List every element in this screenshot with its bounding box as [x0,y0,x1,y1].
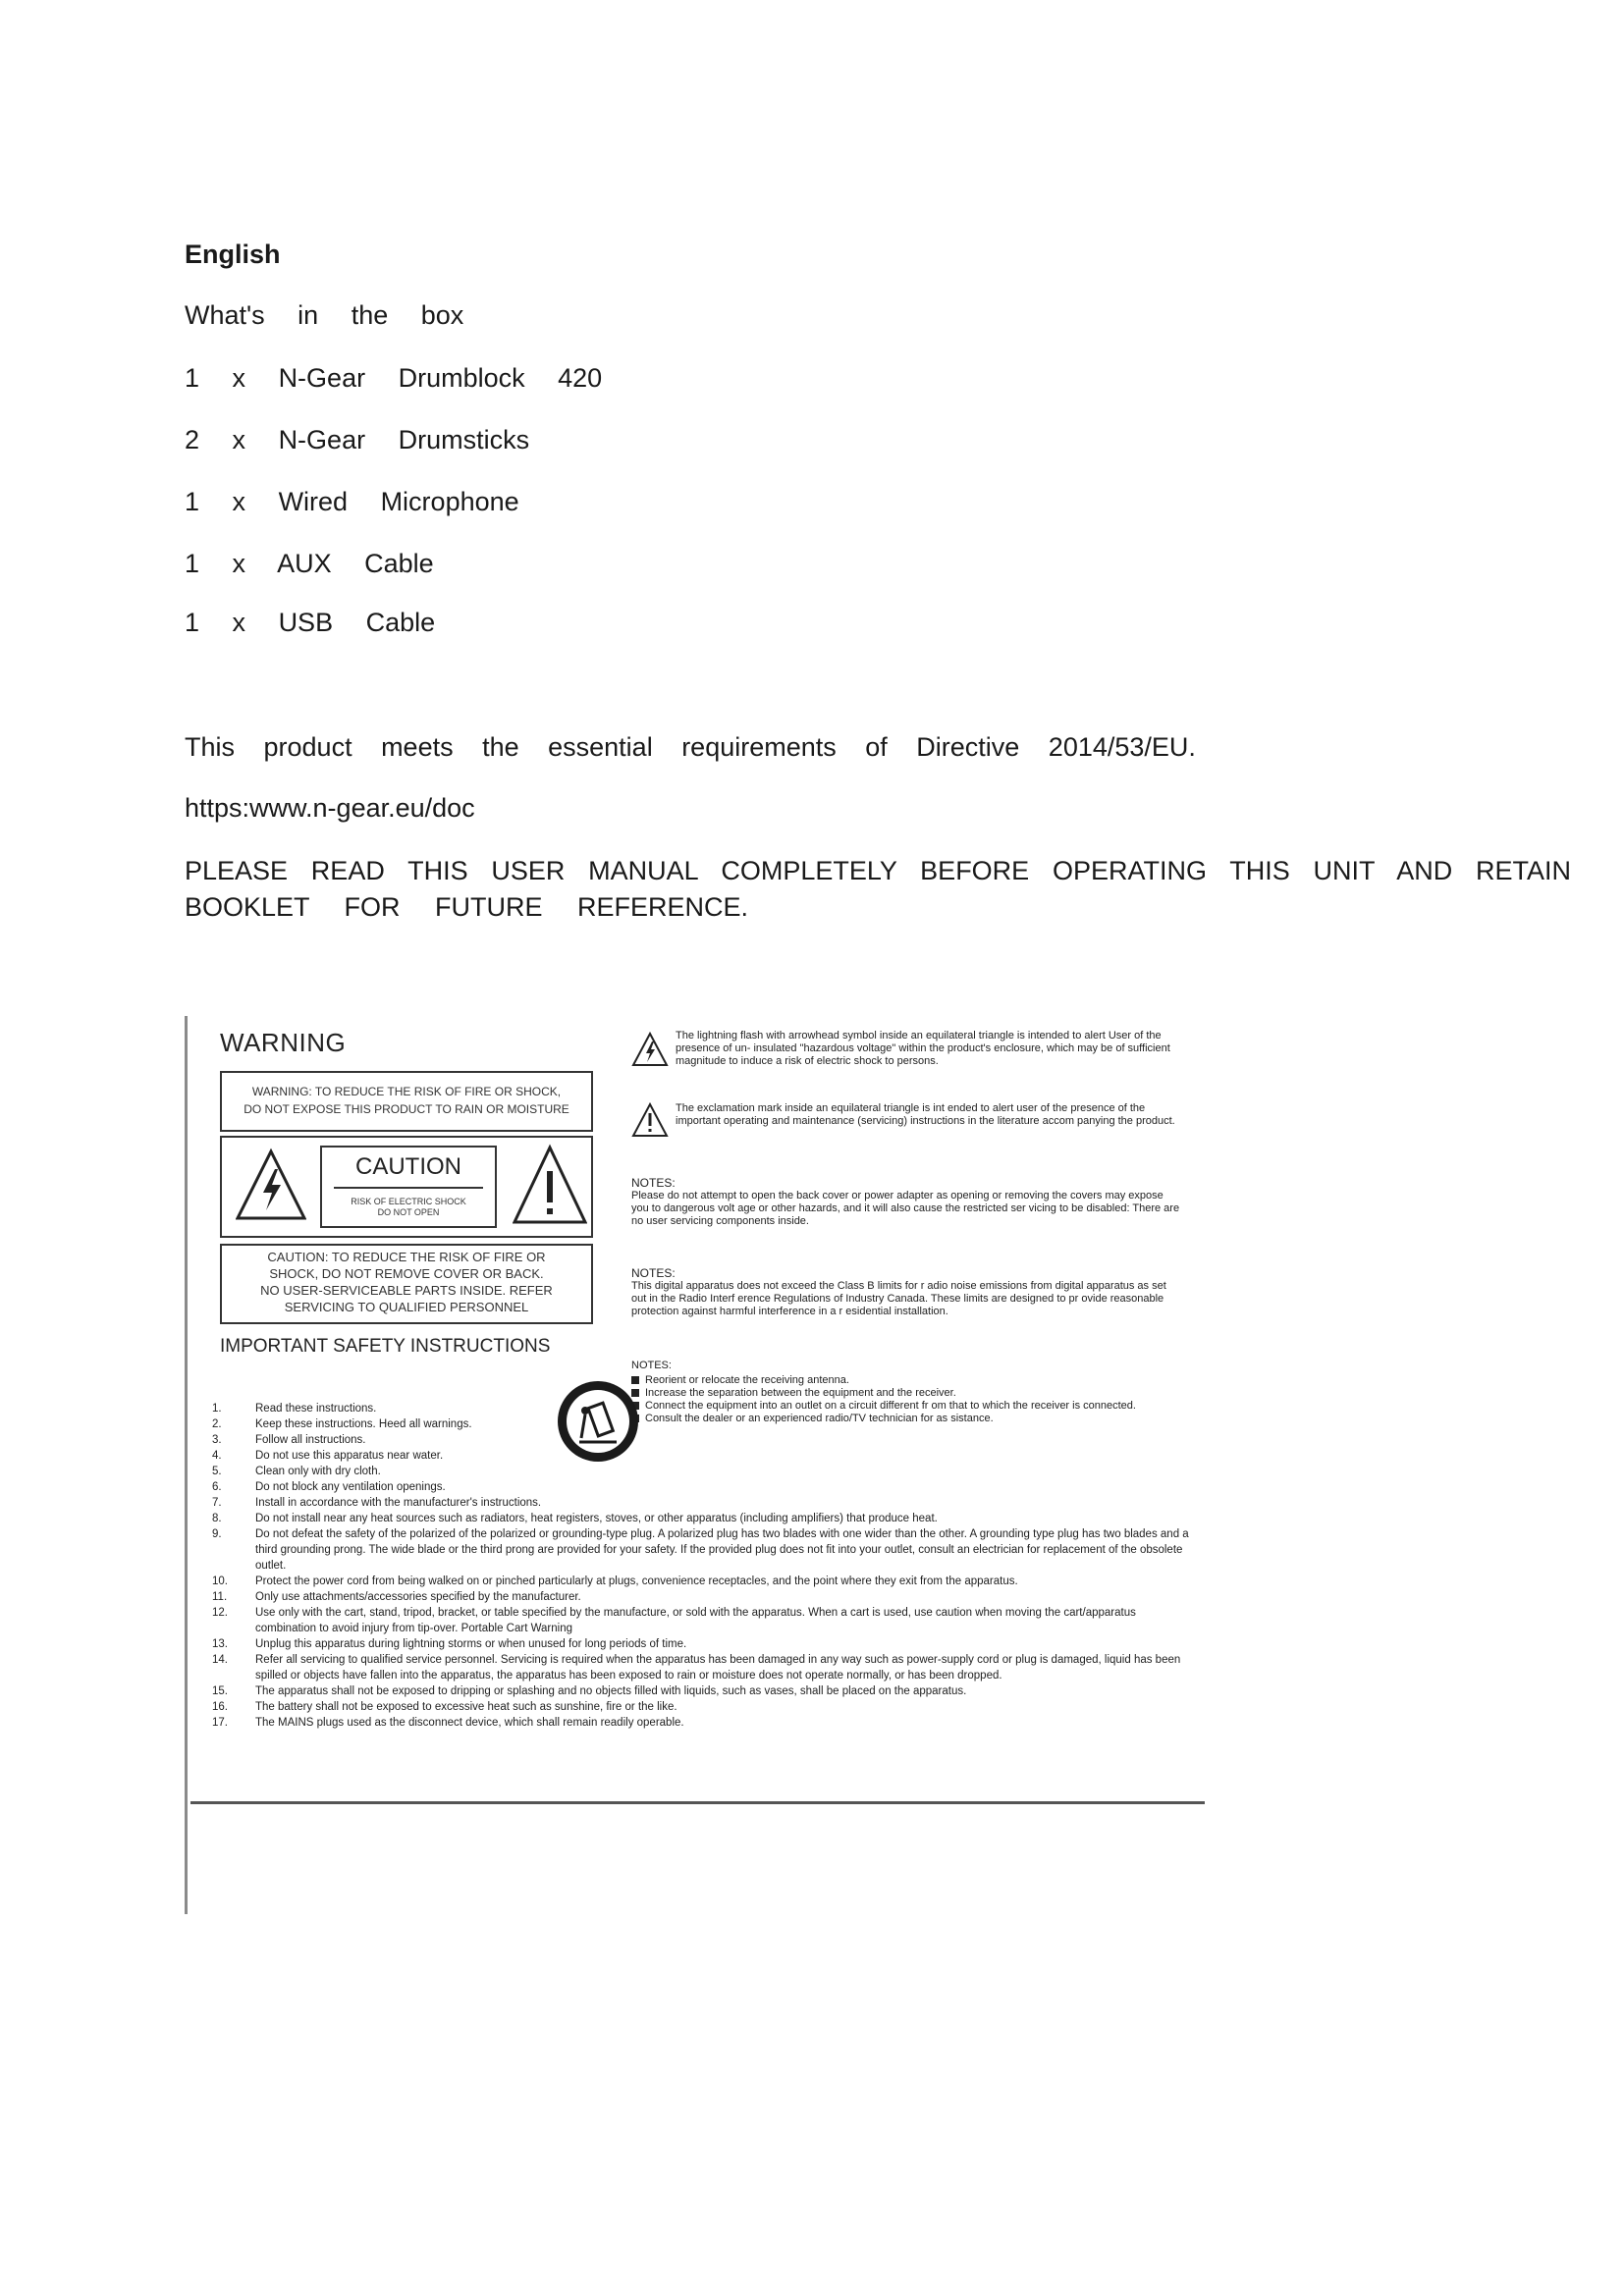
language-heading: English [185,240,281,269]
item-name: N-Gear Drumsticks [278,425,530,454]
instruction-item: 16. The battery shall not be exposed to excessive heat such as sunshine, fire or the like. [212,1701,677,1713]
notice-line-2: BOOKLET FOR FUTURE REFERENCE. [185,892,749,922]
warning-box-line: DO NOT EXPOSE THIS PRODUCT TO RAIN OR MOISTURE [244,1102,569,1116]
caution-sub: RISK OF ELECTRIC SHOCK DO NOT OPEN [351,1197,466,1217]
instruction-item: 1. Read these instructions. [212,1403,377,1415]
notes-2-title: NOTES: [631,1266,676,1280]
instruction-item: 13. Unplug this apparatus during lightning storms or when unused for long periods of time. [212,1638,687,1650]
exclamation-symbol-icon [631,1102,669,1138]
box-item [185,549,434,579]
caution-service-line: SERVICING TO QUALIFIED PERSONNEL [284,1300,529,1314]
read-manual-notice [185,856,1571,923]
box-item [185,425,529,455]
doc-url[interactable]: https:www.n-gear.eu/doc [185,793,475,823]
item-qty: 1 [185,608,200,637]
exclamation-triangle-icon [513,1144,587,1226]
bullet-item: Connect the equipment into an outlet on a circuit different fr om that to which the receiver is connected. [631,1400,1181,1413]
caution-service-line: SHOCK, DO NOT REMOVE COVER OR BACK. [269,1266,544,1281]
caution-service-line: NO USER-SERVICEABLE PARTS INSIDE. REFER [260,1283,553,1298]
notice-line-1: PLEASE READ THIS USER MANUAL COMPLETELY BEFORE OPERATING THIS UNIT AND RETAIN [185,856,1571,885]
caution-service-box [220,1244,593,1324]
instruction-item: 11. Only use attachments/accessories specified by the manufacturer. [212,1591,581,1603]
scan-bottom-rule [190,1801,1205,1804]
caution-box [220,1136,593,1238]
item-x: x [232,363,246,393]
lightning-symbol-icon [631,1032,669,1067]
compliance-statement: This product meets the essential requirements of Directive 2014/53/EU. [185,732,1196,762]
instruction-item: 2. Keep these instructions. Heed all warnings. [212,1418,472,1430]
notes-1-title: NOTES: [631,1176,676,1190]
warning-box-line: WARNING: TO REDUCE THE RISK OF FIRE OR SHOCK, [251,1085,562,1098]
item-qty: 1 [185,363,200,393]
instruction-item: 6. Do not block any ventilation openings. [212,1481,446,1493]
caution-divider [334,1187,483,1189]
box-item [185,487,519,517]
bullet-item: Consult the dealer or an experienced radio/TV technician for as sistance. [631,1413,1181,1425]
item-qty: 2 [185,425,200,454]
scan-left-border [185,1016,188,1914]
instruction-item: 12. Use only with the cart, stand, tripod, bracket, or table specified by the manufacture, or sold with the apparatus. When a cart is used, use caution when moving the cart/apparatus combination to avoid injury from tip-over. Portable Cart Warning [212,1607,1136,1634]
lightning-symbol-text: The lightning flash with arrowhead symbol inside an equilateral triangle is intended to alert User of the presence of un- insulated "hazardous voltage" within the product's enclosure, which may be of sufficient magnitude to induce a risk of electric shock to persons. [676,1030,1170,1067]
box-item [185,363,602,394]
item-x: x [232,608,246,637]
item-x: x [232,487,246,516]
box-item [185,608,435,638]
item-qty: 1 [185,549,200,578]
caution-word: CAUTION [355,1153,461,1180]
notes-2-text: This digital apparatus does not exceed the Class B limits for r adio noise emissions from digital apparatus as set out in the Radio Interf erence Regulations of Industry Canada. These limits are designed to pr ovide reasonable protection against harmful interference in a r esidential installation. [631,1280,1166,1317]
item-x: x [232,549,246,578]
instruction-item: 3. Follow all instructions. [212,1434,366,1446]
box-contents-title: What's in the box [185,300,464,330]
instruction-item: 15. The apparatus shall not be exposed to dripping or splashing and no objects filled with liquids, such as vases, shall be placed on the apparatus. [212,1685,967,1697]
notes-2 [631,1267,1181,1318]
warning-box [220,1071,593,1132]
lightning-triangle-icon [236,1148,306,1222]
bullet-item: Increase the separation between the equipment and the receiver. [631,1387,1181,1400]
notes-1 [631,1177,1181,1228]
caution-service-line: CAUTION: TO REDUCE THE RISK OF FIRE OR [267,1250,546,1264]
instruction-item: 8. Do not install near any heat sources such as radiators, heat registers, stoves, or other apparatus (including amplifiers) that produce heat. [212,1513,938,1524]
item-x: x [232,425,246,454]
instruction-item: 17. The MAINS plugs used as the disconnect device, which shall remain readily operable. [212,1717,684,1729]
instruction-item: 5. Clean only with dry cloth. [212,1466,381,1477]
instruction-item: 4. Do not use this apparatus near water. [212,1450,444,1462]
instruction-item: 10. Protect the power cord from being walked on or pinched particularly at plugs, convenience receptacles, and the point where they exit from the apparatus. [212,1575,1018,1587]
instruction-item: 7. Install in accordance with the manufacturer's instructions. [212,1497,542,1509]
notes-3-title: NOTES: [631,1360,672,1371]
instruction-item: 9. Do not defeat the safety of the polarized of the polarized or grounding-type plug. A polarized plug has two blades with one wider than the other. A grounding type plug has two blades and a third grounding prong. The wide blade or the third prong are provided for your safety. If the provided plug does not fit into your outlet, consult an electrician for replacement of the obsolete outlet. [212,1528,1189,1572]
warning-sheet-scan [185,1016,1206,1914]
notes-1-text: Please do not attempt to open the back cover or power adapter as opening or removing the covers may expose you to dangerous volt age or other hazards, and it will also cause the restricted ser vicing to be disabled: There are no user servicing components inside. [631,1190,1180,1227]
item-name: AUX Cable [277,549,434,578]
item-qty: 1 [185,487,200,516]
caution-label [320,1146,497,1228]
item-name: Wired Microphone [278,487,519,516]
safety-instructions-title: IMPORTANT SAFETY INSTRUCTIONS [220,1336,551,1357]
safety-instructions-list [212,1356,1194,1731]
warning-title: WARNING [220,1028,347,1057]
bullet-item: Reorient or relocate the receiving antenna. [631,1374,1181,1387]
exclamation-symbol-text: The exclamation mark inside an equilateral triangle is int ended to alert user of the presence of the important operating and maintenance (servicing) instructions in the literature accom panying the product. [676,1102,1175,1127]
item-name: USB Cable [278,608,436,637]
item-name: N-Gear Drumblock 420 [278,363,603,393]
instruction-item: 14. Refer all servicing to qualified service personnel. Servicing is required when the apparatus has been damaged in any way such as power-supply cord or plug is damaged, liquid has been spilled or objects have fallen into the apparatus, the apparatus has been exposed to rain or moisture does not operate normally, or has been dropped. [212,1654,1181,1682]
